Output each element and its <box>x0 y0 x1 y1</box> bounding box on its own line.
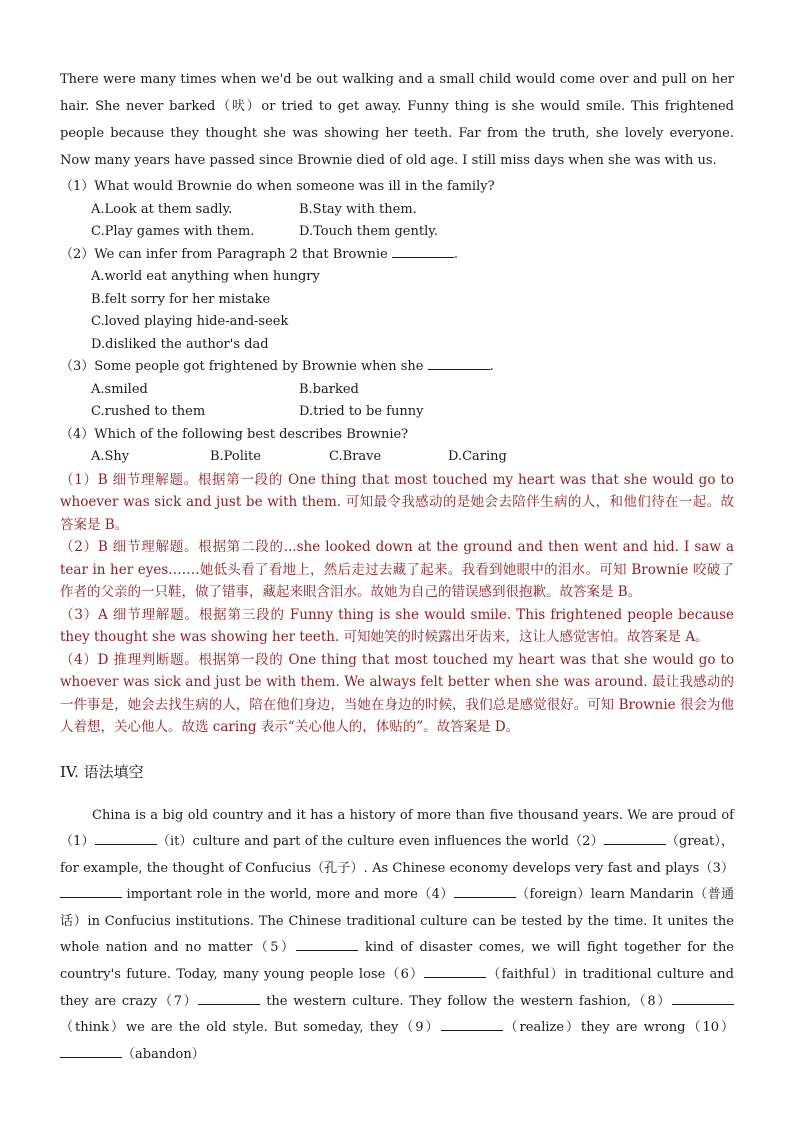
option-c: C.Brave <box>329 449 382 464</box>
option-d: D.Caring <box>448 449 507 464</box>
question-stem: （2）We can infer from Paragraph 2 that Brownie . <box>60 246 458 262</box>
option-b: B.Polite <box>210 449 261 464</box>
question-2 <box>60 244 734 357</box>
blank-9[interactable] <box>441 1018 503 1031</box>
answer-explanation-3: （3）A 细节理解题。根据第三段的 Funny thing is she would smile. This frightened people because they thought she was showing her teeth. 可知她笑的时候露出牙齿来，这让人感觉害怕。故答案是 A。 <box>60 606 734 645</box>
answer-blank <box>428 357 490 370</box>
blank-1[interactable] <box>95 832 157 845</box>
option-a: A.world eat anything when hungry <box>91 269 320 284</box>
document-page <box>60 66 734 1068</box>
question-1 <box>60 176 734 244</box>
answer-blank <box>392 245 454 258</box>
option-d: D.tried to be funny <box>299 404 424 419</box>
blank-3[interactable] <box>60 885 122 898</box>
blank-8[interactable] <box>672 992 734 1005</box>
passage-final-paragraph: There were many times when we'd be out walking and a small child would come over and pull on her hair. She never barked（吠）or tried to get away. Funny thing is she would smile. This frightened people because they thought she was showing her teeth. Far from the truth, she lovely everyone. Now many years have passed since Brownie died of old age. I still miss days when she was with us. <box>60 72 734 168</box>
blank-6[interactable] <box>424 965 486 978</box>
blank-10[interactable] <box>60 1045 122 1058</box>
option-c: C.rushed to them <box>91 404 206 419</box>
grammar-cloze-passage: China is a big old country and it has a history of more than five thousand years. We are proud of （1） （it）culture and part of the culture even influences the world（2） （great），for example, the thought of Confucius（孔子）. As Chinese economy develops very fast and plays（3） important role in the world, more and more（4） （foreign）learn Mandarin（普通话）in Confucius institutions. The Chinese traditional culture can be tested by the time. It unites the whole nation and no matter（5） kind of disaster comes, we will fight together for the country's future. Today, many young people lose（6） （faithful）in traditional culture and they are crazy（7） the western culture. They follow the western fashion,（8）（think）we are the old style. But someday, they（9） （realize）they are wrong（10）（abandon） <box>60 807 735 1062</box>
answer-explanation-2: （2）B 细节理解题。根据第二段的...she looked down at the ground and then went and hid. I saw a tear in her eyes.……她低头看了看地上，然后走过去藏了起来。我看到她眼中的泪水。可知 Brownie 咬破了作者的父亲的一只鞋，做了错事，藏起来眼含泪水。故她为自己的错误感到很抱歉。故答案是 B。 <box>60 539 734 600</box>
option-a: A.smiled <box>91 381 148 397</box>
option-d: D.disliked the author's dad <box>91 336 269 352</box>
question-4 <box>60 424 734 469</box>
blank-7[interactable] <box>198 992 260 1005</box>
section-title: IV. 语法填空 <box>60 762 144 781</box>
option-c: C.Play games with them. <box>91 224 255 239</box>
answer-explanation-4: （4）D 推理判断题。根据第一段的 One thing that most touched my heart was that she would go to whoever was sick and just be with them. We always felt better when she was around. 最让我感动的一件事是，她会去找生病的人，陪在他们身边，当她在身边的时候，我们总是感觉很好。可知 Brownie 很会为他人着想，关心他人。故选 caring 表示“关心他人的，体贴的”。故答案是 D。 <box>60 651 734 735</box>
option-b: B.felt sorry for her mistake <box>91 291 271 307</box>
option-b: B.Stay with them. <box>299 201 417 217</box>
option-c: C.loved playing hide-and-seek <box>91 314 289 329</box>
question-stem: （3）Some people got frightened by Brownie when she . <box>60 359 494 374</box>
blank-4[interactable] <box>454 885 516 898</box>
question-stem: （4）Which of the following best describes Brownie? <box>60 426 409 442</box>
option-d: D.Touch them gently. <box>299 224 439 239</box>
option-a: A.Shy <box>91 449 130 464</box>
answer-explanation-1: （1）B 细节理解题。根据第一段的 One thing that most touched my heart was that she would go to whoever was sick and just be with them. 可知最令我感动的是她会去陪伴生病的人，和他们待在一起。故答案是 B。 <box>60 471 734 533</box>
answer-key <box>60 469 734 739</box>
blank-2[interactable] <box>604 832 666 845</box>
question-stem: （1）What would Brownie do when someone was ill in the family? <box>60 179 495 194</box>
option-b: B.barked <box>299 381 359 397</box>
blank-5[interactable] <box>296 938 358 951</box>
question-3 <box>60 356 734 424</box>
option-a: A.Look at them sadly. <box>91 201 233 217</box>
